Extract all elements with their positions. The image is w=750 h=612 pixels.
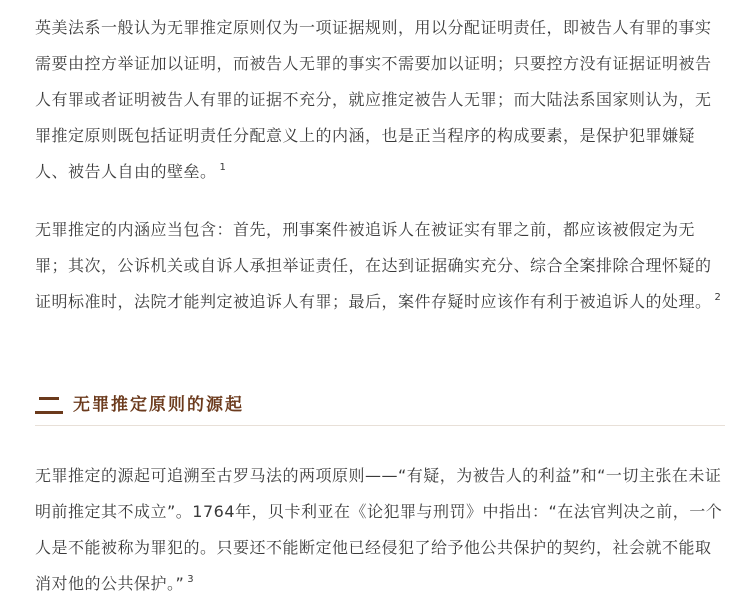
footnote-ref-1[interactable]: 1 [219, 162, 227, 173]
footnote-ref-2[interactable]: 2 [714, 292, 722, 303]
section-number-glyph [35, 394, 65, 416]
section-number-bar-bottom [35, 411, 63, 414]
paragraph-2 [35, 212, 725, 320]
paragraph-1 [35, 10, 725, 190]
paragraph-3-text: 无罪推定的源起可追溯至古罗马法的两项原则——“有疑，为被告人的利益”和“一切主张在未证明前推定其不成立”。1764年，贝卡利亚在《论犯罪与刑罚》中指出：“在法官判决之前，一个人是不能被称为罪犯的。只要还不能断定他已经侵犯了给予他公共保护的契约，社会就不能取消对他的公共保护。” [35, 466, 723, 593]
footnote-ref-3[interactable]: 3 [187, 574, 195, 585]
section-number-bar-top [39, 397, 59, 400]
paragraph-3 [35, 458, 725, 602]
paragraph-1-text: 英美法系一般认为无罪推定原则仅为一项证据规则，用以分配证明责任，即被告人有罪的事实需要由控方举证加以证明，而被告人无罪的事实不需要加以证明；只要控方没有证据证明被告人有罪或者证明被告人有罪的证据不充分，就应推定被告人无罪；而大陆法系国家则认为，无罪推定原则既包括证明责任分配意义上的内涵，也是正当程序的构成要素，是保护犯罪嫌疑人、被告人自由的壁垒。 [35, 18, 712, 181]
section-title: 无罪推定原则的源起 [73, 395, 244, 415]
section-divider [35, 425, 725, 426]
paragraph-2-text: 无罪推定的内涵应当包含：首先，刑事案件被追诉人在被证实有罪之前，都应该被假定为无罪；其次，公诉机关或自诉人承担举证责任，在达到证据确实充分、综合全案排除合理怀疑的证明标准时，法院才能判定被追诉人有罪；最后，案件存疑时应该作有利于被追诉人的处理。 [35, 220, 712, 311]
section-heading [35, 392, 725, 432]
